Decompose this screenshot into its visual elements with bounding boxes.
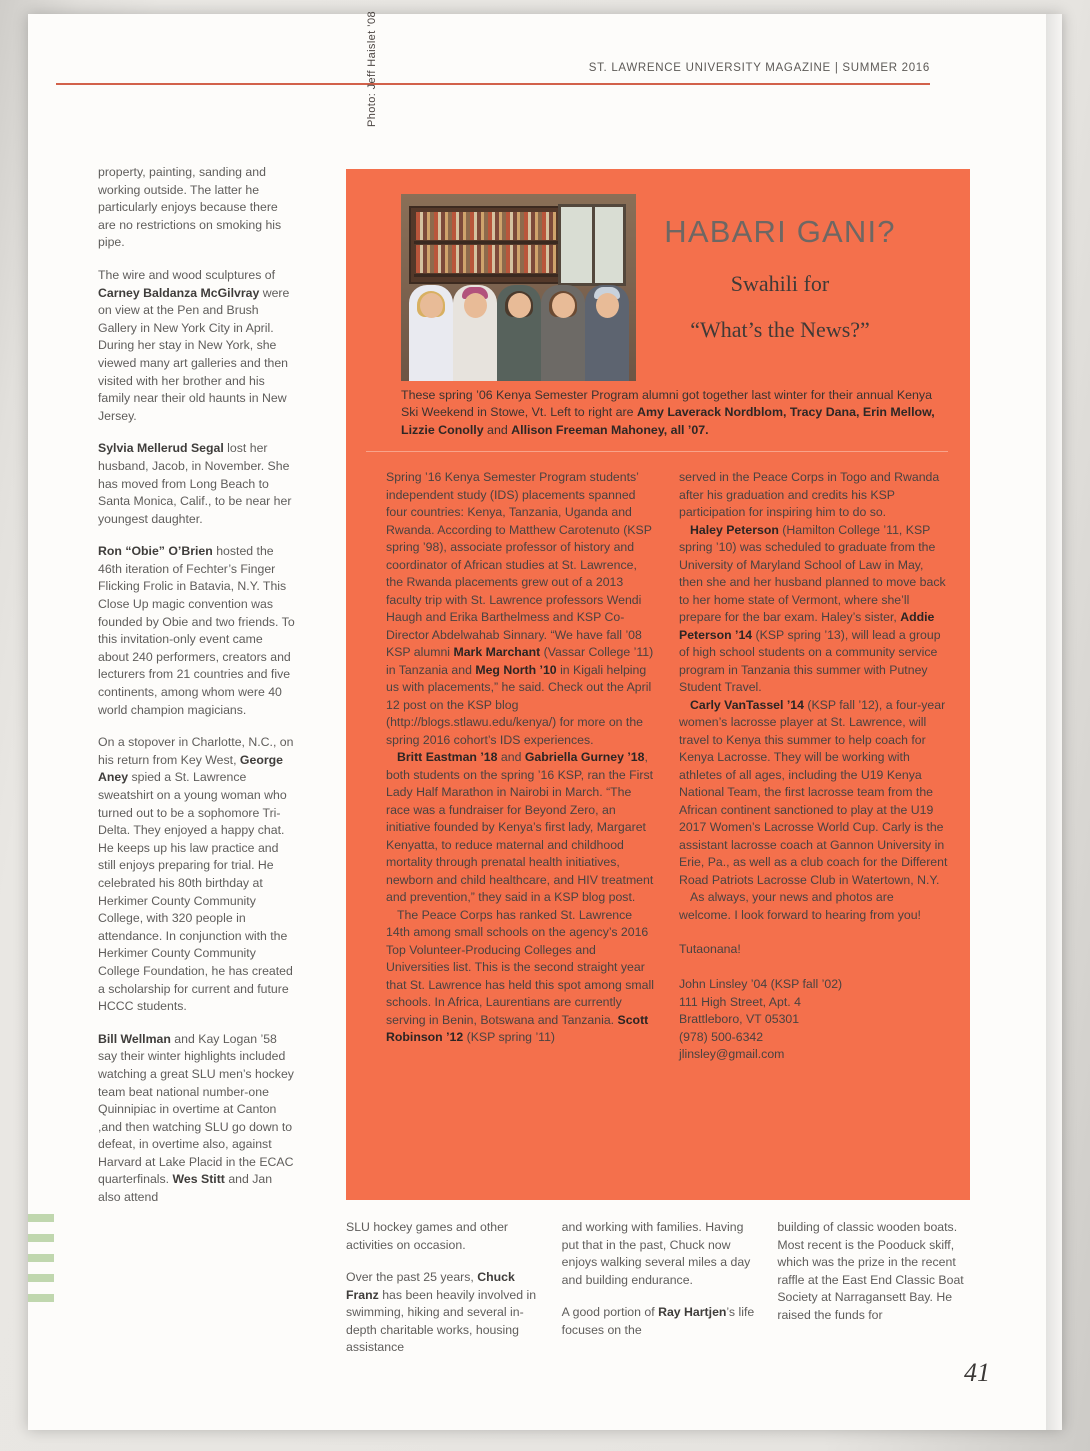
headline-title: HABARI GANI?: [664, 214, 896, 249]
signoff-text: Tutaonana!: [679, 942, 741, 956]
feature-column-2: [679, 469, 948, 1064]
highlighted-name: Haley Peterson: [690, 522, 779, 537]
person-3: [497, 285, 541, 381]
left-text-column: [98, 164, 296, 1222]
paragraph: Bill Wellman and Kay Logan ’58 say their winter highlights included watching a great SLU men’s hockey team beat national number-one Quinnipiac in overtime at Canton ,and then watching SLU go down to defeat, in overtime also, against Harvard at Lake Placid in the ECAC quarterfinals. Wes Stitt and Jan also attend: [98, 1031, 294, 1205]
head-5: [596, 293, 619, 318]
window-icon: [558, 204, 626, 286]
photo-people: [401, 276, 636, 381]
paragraph: SLU hockey games and other activities on occasion.: [346, 1220, 509, 1252]
books-row-top: [416, 212, 556, 240]
highlighted-name: Mark Marchant: [453, 645, 541, 659]
signature-block: [679, 941, 948, 1064]
feature-body: [386, 469, 948, 1064]
feature-headline: [620, 214, 940, 343]
headline-subtitle-2: “What’s the News?”: [690, 317, 870, 342]
signature-line: Brattleboro, VT 05301: [679, 1012, 800, 1026]
paragraph: Sylvia Mellerud Segal lost her husband, Jacob, in November. She has moved from Long Beach to Santa Monica, Calif., to be near her youngest daughter.: [98, 441, 292, 526]
signature-line: 111 High Street, Apt. 4: [679, 994, 801, 1009]
highlighted-name: Britt Eastman ’18: [397, 750, 498, 764]
running-head-rule: [56, 83, 930, 85]
signature-line: (978) 500-6342: [679, 1029, 764, 1044]
page-number: 41: [964, 1358, 990, 1387]
feature-column-1: [386, 469, 655, 1064]
paragraph: Spring ’16 Kenya Semester Program students’ independent study (IDS) placements spanned four countries: Kenya, Tanzania, Uganda and Rwanda. According to Matthew Carotenuto (KSP spring ’98), associate professor of history and coordinator of African studies at St. Lawrence, the Rwanda placements grew out of a 2013 faculty trip with St. Lawrence professors Wendi Haugh and Erika Barthelmess and KSP Co-Director Abdelwahab Sinnary. “We have fall ’08 KSP alumni Mark Marchant (Vassar College ’11) in Tanzania and Meg North ’10 in Kigali helping us with placements,” he said. Check out the April 12 post on the KSP blog (http://blogs.stlawu.edu/kenya/) for more on the spring 2016 cohort’s IDS experiences.: [386, 470, 654, 747]
photo-caption: These spring ’06 Kenya Semester Program alumni got together last winter for their annual Kenya Ski Weekend in Stowe, Vt. Left to right are Amy Laverack Nordblom, Tracy Dana, Erin Mellow, Lizzie Conolly and Allison Freeman Mahoney, all ’07.: [401, 388, 935, 437]
head-1: [420, 293, 443, 318]
highlighted-name: Chuck Franz: [346, 1270, 515, 1302]
highlighted-name: Wes Stitt: [172, 1172, 225, 1187]
highlighted-name: Meg North ’10: [475, 662, 557, 677]
paragraph: and working with families. Having put that in the past, Chuck now enjoys walking several miles a day and building endurance.: [561, 1220, 751, 1287]
magazine-page: [28, 11, 1062, 1430]
highlighted-name: Amy Laverack Nordblom, Tracy Dana, Erin Mellow, Lizzie Conolly: [401, 405, 935, 437]
highlighted-name: Gabriella Gurney ’18: [524, 750, 645, 764]
highlighted-name: Carney Baldanza McGilvray: [98, 285, 260, 300]
caption-divider: [366, 451, 948, 452]
highlighted-name: Scott Robinson ’12: [386, 1012, 649, 1044]
head-2: [464, 293, 487, 318]
paragraph: property, painting, sanding and working outside. The latter he particularly enjoys because there are no restrictions on smoking his pipe.: [98, 165, 282, 250]
person-2: [453, 285, 497, 381]
bottom-column-3: [777, 1219, 970, 1372]
highlighted-name: Addie Peterson ’14: [679, 610, 935, 642]
paragraph: On a stopover in Charlotte, N.C., on his return from Key West, George Aney spied a St. Lawrence sweatshirt on a young woman who turned out to be a sophomore Tri-Delta. They enjoyed a happy chat. He keeps up his law practice and still enjoys preparing for trial. He celebrated his 80th birthday at Herkimer County Community College, with 320 people in attendance. In conjunction with the Herkimer County Community College Foundation, he has created a scholarship for current and future HCCC students.: [98, 735, 294, 1014]
head-3: [508, 293, 531, 318]
paragraph: served in the Peace Corps in Togo and Rwanda after his graduation and credits his KSP participation for inspiring him to do so.: [679, 470, 940, 519]
paragraph: Ron “Obie” O’Brien hosted the 46th iteration of Fechter’s Finger Flicking Frolic in Batavia, N.Y. This Close Up magic convention was founded by Obie and two friends. To this invitation-only event came about 240 performers, creators and lecturers from 21 countries and five continents, among whom were 40 world champion magicians.: [98, 544, 295, 717]
bottom-columns: [346, 1219, 970, 1372]
head-4: [552, 293, 575, 318]
bookshelf-icon: [409, 206, 563, 284]
paragraph: Britt Eastman ’18 and Gabriella Gurney ’18, both students on the spring ’16 KSP, ran the First Lady Half Marathon in Nairobi in March. “The race was a fundraiser for Beyond Zero, an initiative founded by Kenya’s first lady, Margaret Kenyatta, to reduce maternal and childhood mortality through prenatal health initiatives, newborn and child healthcare, and HIV treatment and prevention,” they said in a KSP blog post.: [386, 750, 654, 904]
scan-edge-artifact: [28, 1214, 54, 1304]
running-head-label: ST. LAWRENCE UNIVERSITY MAGAZINE | SUMMER 2016: [588, 62, 930, 74]
person-4: [541, 285, 585, 381]
headline-subtitle-1: Swahili for: [730, 271, 830, 296]
highlighted-name: Allison Freeman Mahoney, all ’07.: [511, 422, 709, 437]
books-row-bottom: [416, 245, 556, 273]
signature-line: jlinsley@gmail.com: [679, 1047, 785, 1061]
signature-line: John Linsley ’04 (KSP fall ’02): [679, 977, 843, 991]
highlighted-name: Sylvia Mellerud Segal: [98, 441, 224, 456]
running-head: [56, 62, 930, 85]
person-1: [409, 285, 453, 381]
paragraph: Haley Peterson (Hamilton College ’11, KSP spring ’10) was scheduled to graduate from the University of Maryland School of Law in May, then she and her husband planned to move back to her home state of Vermont, where she’ll prepare for the bar exam. Haley’s sister, Addie Peterson ’14 (KSP spring ’13), will lead a group of high school students on a community service program in Tanzania this summer with Putney Student Travel.: [679, 522, 946, 694]
bottom-column-1: [346, 1219, 539, 1372]
photo-credit: Photo: Jeff Haislet ’08: [366, 11, 378, 128]
highlighted-name: Carly VanTassel ’14: [690, 697, 804, 712]
paragraph: Carly VanTassel ’14 (KSP fall ’12), a four-year women’s lacrosse player at St. Lawrence, will travel to Kenya this summer to help coach for Kenya Lacrosse. They will be working with athletes of all ages, including the U19 Kenya National Team, the first lacrosse team from the African continent sanctioned to play at the U19 2017 Women’s Lacrosse World Cup. Carly is the assistant lacrosse coach at Gannon University in Erie, Pa., as well as a club coach for the Different Road Patriots Lacrosse Club in Watertown, N.Y.: [679, 697, 948, 887]
paragraph: The wire and wood sculptures of Carney Baldanza McGilvray were on view at the Pen and Brush Gallery in New York City in April. During her stay in New York, she viewed many art galleries and then visited with her brother and his family near their old haunts in New Jersey.: [98, 267, 290, 423]
paragraph: building of classic wooden boats. Most recent is the Pooduck skiff, which was the prize in the recent raffle at the East End Classic Boat Society at Narragansett Bay. He raised the funds for: [777, 1220, 964, 1322]
group-photo: [401, 194, 636, 381]
highlighted-name: George Aney: [98, 752, 283, 785]
paragraph: The Peace Corps has ranked St. Lawrence 14th among small schools on the agency’s 2016 Top Volunteer-Producing Colleges and Universities list. This is the second straight year that St. Lawrence has held this spot among small schools. In Africa, Laurentians are currently serving in Benin, Botswana and Tanzania. Scott Robinson ’12 (KSP spring ’11): [386, 907, 654, 1044]
highlighted-name: Bill Wellman: [98, 1031, 171, 1046]
highlighted-name: Ray Hartjen: [658, 1305, 727, 1319]
bottom-column-2: [562, 1219, 755, 1372]
paragraph: Over the past 25 years, Chuck Franz has been heavily involved in swimming, hiking and several in-depth charitable works, housing assistance: [346, 1270, 537, 1354]
paragraph: A good portion of Ray Hartjen’s life focuses on the: [561, 1305, 755, 1337]
paragraph: As always, your news and photos are welcome. I look forward to hearing from you!: [679, 890, 921, 922]
highlighted-name: Ron “Obie” O’Brien: [98, 544, 213, 559]
